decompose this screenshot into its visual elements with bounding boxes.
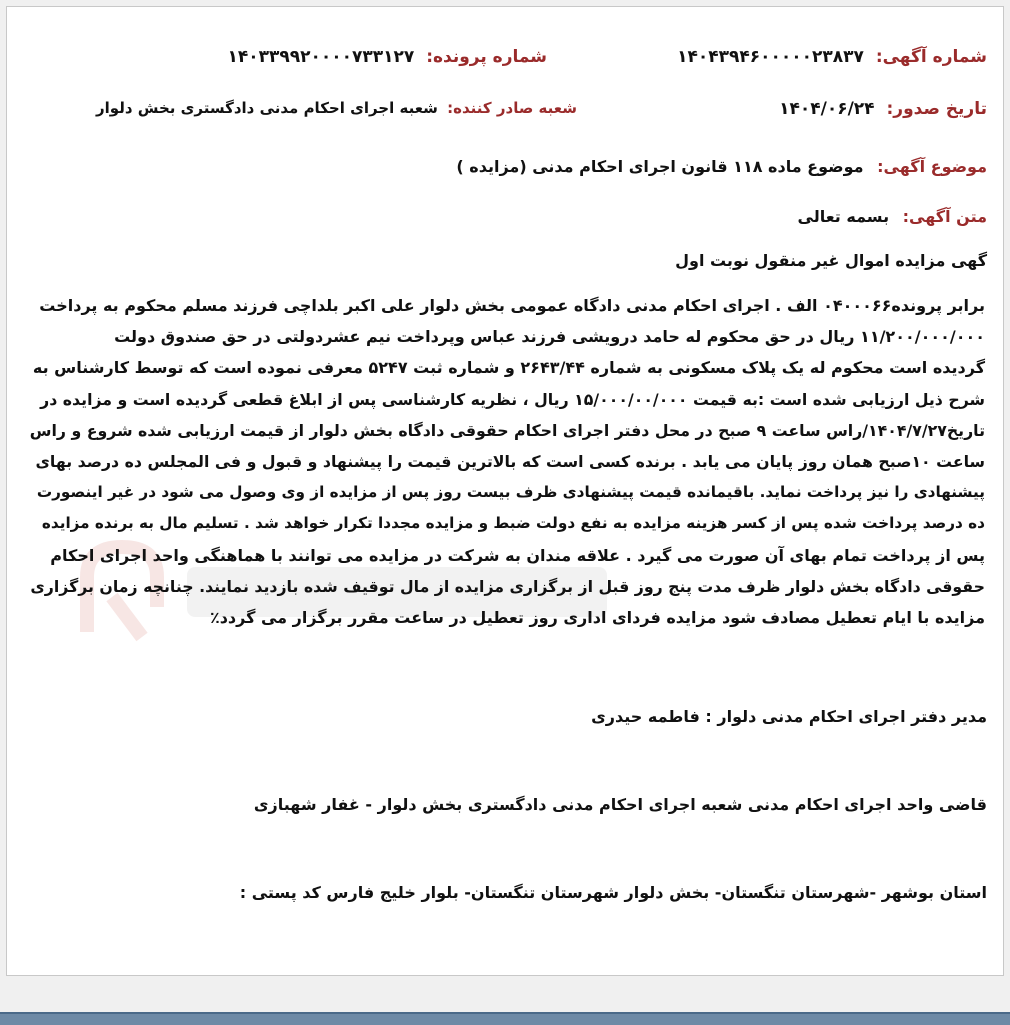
body-line: ده درصد پرداخت شده پس از کسر هزینه مزایده به نفع دولت ضبط و مزایده مجددا تکرار خواهد شد . تسلیم مال به برنده مزایده [41, 514, 985, 533]
manager-signature: مدیر دفتر اجرای احکام مدنی دلوار : فاطمه حیدری [591, 707, 987, 726]
text-opening: بسمه تعالی [797, 207, 890, 226]
body-line: ساعت ۱۰صبح همان روز پایان می یابد . برنده کسی است که بالاترین قیمت را پیشنهاد و قبول و فی المجلس ده درصد بهای [35, 452, 985, 472]
issue-date [779, 99, 987, 119]
notice-number [677, 47, 987, 67]
body-line: حقوقی دادگاه بخش دلوار ظرف مدت پنج روز قبل از برگزاری مزایده از مال توقیف شده بازدید نمایند. چنانچه زمان برگزاری [30, 576, 985, 596]
address: استان بوشهر -شهرستان تنگستان- بخش دلوار شهرستان تنگستان- بلوار خلیج فارس کد پستی : [239, 883, 987, 902]
case-number-label: شماره پرونده: [426, 47, 547, 67]
issuer-label: شعبه صادر کننده: [447, 99, 577, 117]
body-line: مزایده با ایام تعطیل مصادف شود مزایده فردای اداری روز تعطیل در ساعت مقرر برگزار می گردد٪ [209, 608, 985, 628]
window-bottom-bar [0, 1012, 1010, 1025]
issuer [96, 99, 577, 117]
subject-value: موضوع ماده ۱۱۸ قانون اجرای احکام مدنی (مزایده ) [456, 157, 864, 176]
notice-text-header [798, 207, 987, 226]
body-line: پس از پرداخت تمام بهای آن صورت می گیرد . علاقه مندان به شرکت در مزایده می توانند با هماهنگی واحد اجرای احکام [50, 545, 985, 565]
judge-signature: قاضی واحد اجرای احکام مدنی شعبه اجرای احکام مدنی دادگستری بخش دلوار - غفار شهبازی [253, 795, 987, 814]
issuer-value: شعبه اجرای احکام مدنی دادگستری بخش دلوار [96, 99, 438, 117]
body-line: ۱۱/۲۰۰/۰۰۰/۰۰۰ ریال در حق محکوم له حامد درویشی فرزند عباس وپرداخت نیم عشردولتی در حق صندوق دولت [114, 327, 985, 347]
case-number [227, 47, 547, 67]
issue-date-value: ۱۴۰۴/۰۶/۲۴ [779, 99, 875, 119]
case-number-value: ۱۴۰۳۳۹۹۲۰۰۰۰۷۳۳۱۲۷ [227, 47, 415, 67]
text-label: متن آگهی: [902, 207, 987, 226]
issue-date-label: تاریخ صدور: [886, 99, 987, 119]
subject [456, 157, 987, 176]
body-line: پیشنهادی را نیز پرداخت نماید. باقیمانده قیمت پیشنهادی ظرف بیست روز پس از مزایده از وی وصول می شود در غیر اینصورت [36, 483, 985, 502]
notice-title: گهی مزایده اموال غیر منقول نوبت اول [675, 251, 987, 270]
body-line: برابر پرونده۰۴۰۰۰۶۶ الف . اجرای احکام مدنی دادگاه عمومی بخش دلوار علی اکبر بلداچی فرزند مسلم محکوم به پرداخت [39, 296, 985, 315]
notice-number-value: ۱۴۰۴۳۹۴۶۰۰۰۰۰۲۳۸۳۷ [677, 47, 864, 67]
body-line: گردیده است محکوم له یک پلاک مسکونی به شماره ۲۶۴۳/۴۴ و شماره ثبت ۵۲۴۷ معرفی نموده است که توسط کارشناس به [32, 358, 985, 378]
notice-number-label: شماره آگهی: [875, 47, 987, 67]
body-line: شرح ذیل ارزیابی شده است :به قیمت ۱۵/۰۰۰/۰۰/۰۰۰ ریال ، نظریه کارشناسی پس از ابلاغ قطعی گردیده است و مزایده در [40, 389, 985, 409]
subject-label: موضوع آگهی: [877, 157, 987, 176]
notice-body [29, 290, 985, 633]
body-line: تاریخ۱۴۰۴/۷/۲۷/راس ساعت ۹ صبح در محل دفتر اجرای احکام حقوقی دادگاه بخش دلوار از قیمت ارزیابی شده شروع و راس [29, 420, 985, 440]
notice-document [6, 6, 1004, 976]
